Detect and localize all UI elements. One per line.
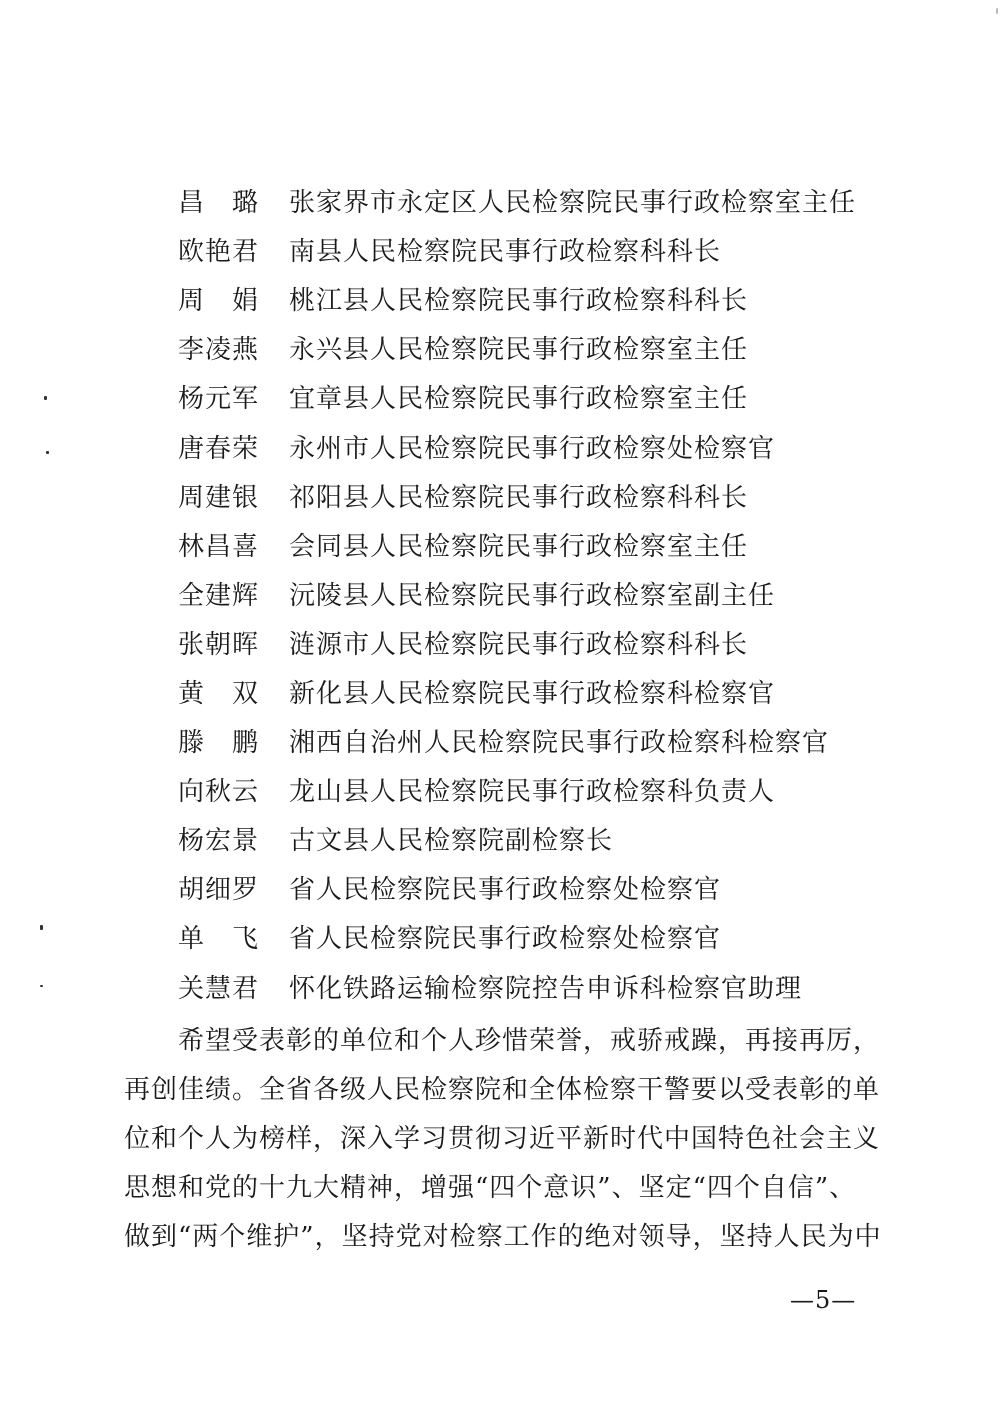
honoree-row	[178, 667, 898, 716]
paragraph-line: 希望受表彰的单位和个人珍惜荣誉，戒骄戒躁，再接再厉，	[178, 1026, 881, 1056]
paragraph-line: 再创佳绩。全省各级人民检察院和全体检察干警要以受表彰的单	[124, 1075, 881, 1106]
honoree-title: 张家界市永定区人民检察院民事行政检察室主任	[289, 188, 857, 219]
honoree-name: 林昌喜	[178, 531, 260, 562]
honoree-title: 永州市人民检察院民事行政检察处检察官	[289, 433, 776, 464]
honoree-name: 胡细罗	[178, 875, 260, 906]
honoree-row	[178, 765, 898, 814]
honoree-name: 杨宏景	[178, 826, 260, 857]
honoree-row	[178, 814, 898, 863]
paragraph-line: 位和个人为榜样，深入学习贯彻习近平新时代中国特色社会主义	[124, 1124, 881, 1155]
honoree-title: 会同县人民检察院民事行政检察室主任	[289, 531, 749, 562]
honoree-title: 涟源市人民检察院民事行政检察科科长	[289, 629, 749, 660]
honoree-name: 全建辉	[178, 580, 260, 611]
honoree-title: 新化县人民检察院民事行政检察科检察官	[289, 678, 776, 709]
honoree-name: 黄 双	[178, 678, 260, 709]
honoree-title: 怀化铁路运输检察院控告申诉科检察官助理	[289, 973, 803, 1004]
honoree-row	[178, 520, 898, 569]
paragraph-line: 思想和党的十九大精神，增强“四个意识”、坚定“四个自信”、	[124, 1173, 857, 1204]
honoree-name: 欧艳君	[178, 237, 260, 268]
honoree-title: 省人民检察院民事行政检察处检察官	[289, 924, 722, 955]
honoree-row	[178, 471, 898, 520]
honoree-list	[178, 176, 898, 1011]
scan-speck	[44, 396, 47, 400]
honoree-title: 祁阳县人民检察院民事行政检察科科长	[289, 482, 749, 513]
honoree-row	[178, 912, 898, 961]
honoree-row	[178, 421, 898, 470]
honoree-row	[178, 323, 898, 372]
honoree-title: 湘西自治州人民检察院民事行政检察科检察官	[289, 728, 830, 759]
honoree-row	[178, 716, 898, 765]
honoree-title: 南县人民检察院民事行政检察科科长	[289, 237, 722, 268]
scan-speck	[40, 925, 43, 930]
scan-speck	[40, 985, 43, 987]
honoree-name: 李凌燕	[178, 335, 260, 366]
honoree-name: 向秋云	[178, 777, 260, 808]
honoree-row	[178, 176, 898, 225]
honoree-name: 滕 鹏	[178, 728, 260, 759]
page-number: —5—	[790, 1286, 857, 1314]
honoree-title: 古文县人民检察院副检察长	[289, 826, 614, 857]
paragraph-line: 做到“两个维护”，坚持党对检察工作的绝对领导，坚持人民为中	[124, 1222, 882, 1253]
honoree-row	[178, 863, 898, 912]
honoree-name: 张朝晖	[178, 629, 260, 660]
honoree-row	[178, 962, 898, 1011]
honoree-name: 关慧君	[178, 973, 260, 1004]
honoree-title: 桃江县人民检察院民事行政检察科科长	[289, 286, 749, 317]
honoree-title: 龙山县人民检察院民事行政检察科负责人	[289, 777, 776, 808]
honoree-row	[178, 372, 898, 421]
honoree-title: 宜章县人民检察院民事行政检察室主任	[289, 384, 749, 415]
honoree-name: 唐春荣	[178, 433, 260, 464]
honoree-row	[178, 569, 898, 618]
honoree-row	[178, 618, 898, 667]
honoree-name: 周建银	[178, 482, 260, 513]
honoree-title: 沅陵县人民检察院民事行政检察室副主任	[289, 580, 776, 611]
honoree-title: 永兴县人民检察院民事行政检察室主任	[289, 335, 749, 366]
honoree-row	[178, 274, 898, 323]
honoree-name: 单 飞	[178, 924, 260, 955]
honoree-row	[178, 225, 898, 274]
scan-speck	[996, 8, 998, 14]
scan-speck	[46, 451, 49, 454]
honoree-name: 周 娟	[178, 286, 260, 317]
honoree-name: 昌 璐	[178, 188, 260, 219]
honoree-name: 杨元军	[178, 384, 260, 415]
closing-paragraph	[124, 1017, 882, 1262]
honoree-title: 省人民检察院民事行政检察处检察官	[289, 875, 722, 906]
